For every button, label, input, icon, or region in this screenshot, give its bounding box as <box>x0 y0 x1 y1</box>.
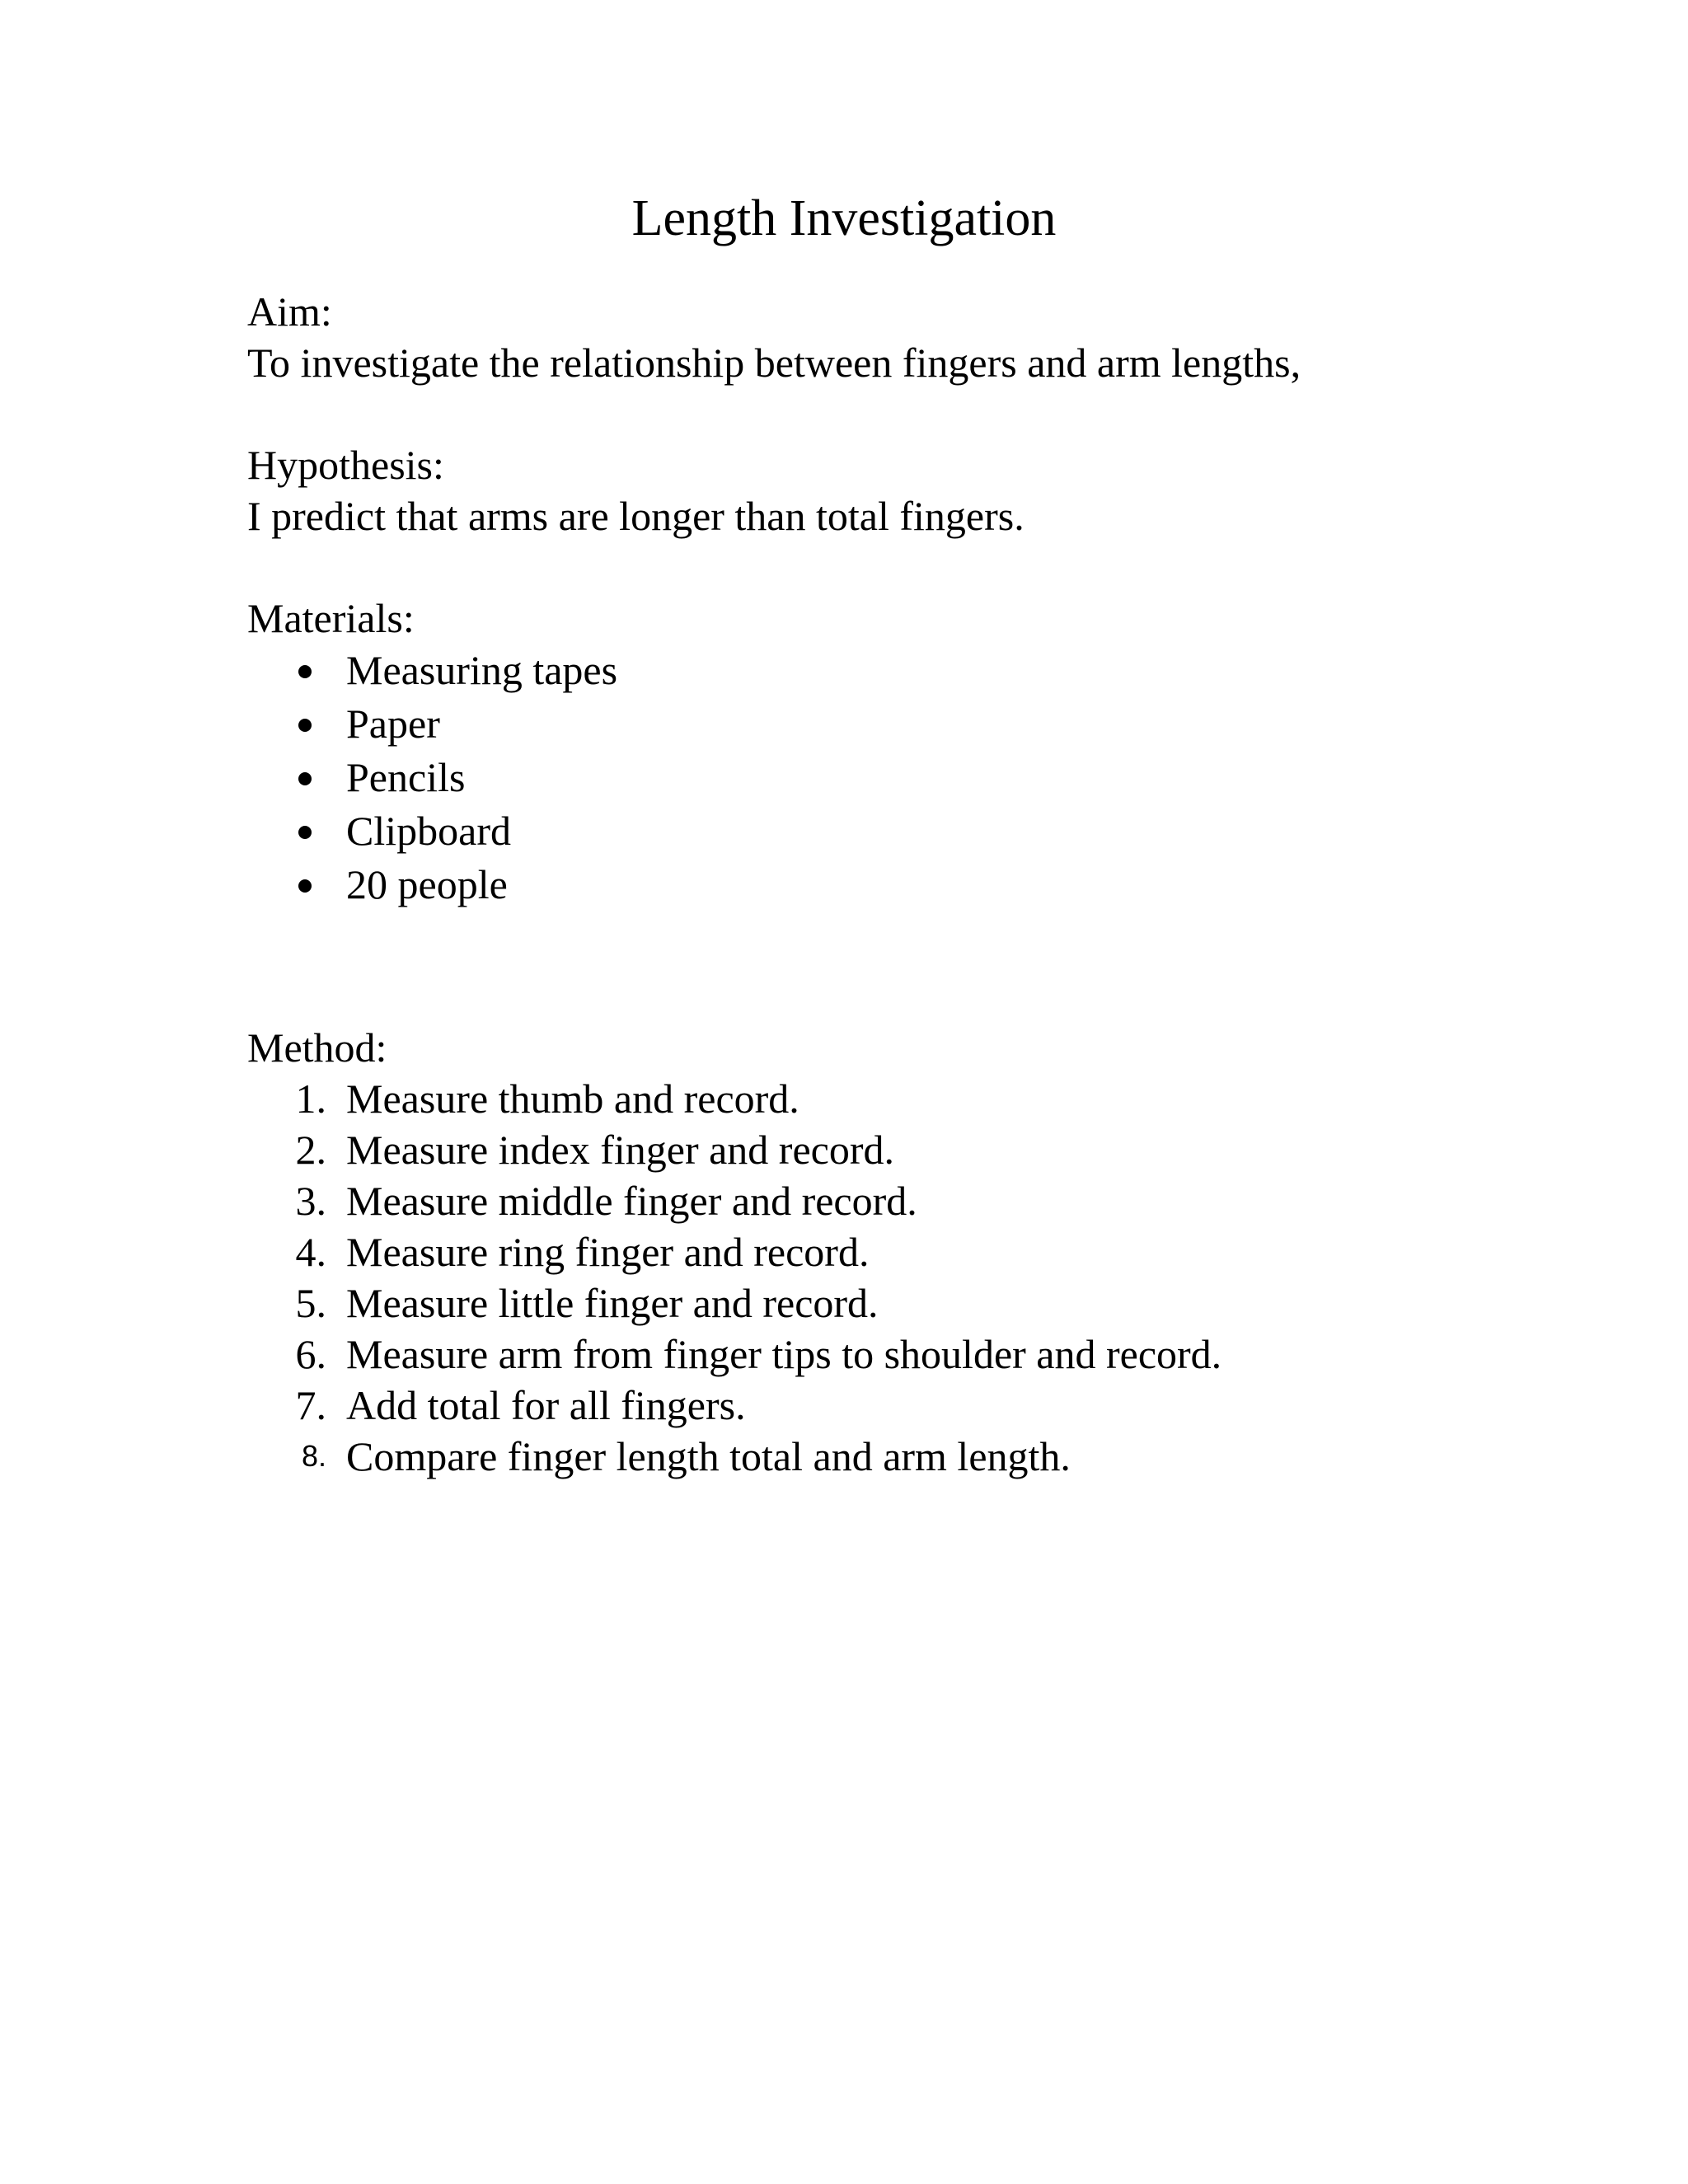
aim-text: To investigate the relationship between fingers and arm lengths, <box>247 340 1301 386</box>
step-number: 8. <box>301 1439 326 1473</box>
list-item <box>247 1175 1451 1226</box>
materials-heading: Materials: <box>247 595 415 641</box>
step-number: 1. <box>295 1076 326 1122</box>
list-item <box>247 1124 1451 1175</box>
bullet-icon <box>298 719 312 732</box>
materials-section <box>247 593 1451 912</box>
document-body <box>247 286 1451 1482</box>
list-item <box>247 1329 1451 1380</box>
step-number: 5. <box>295 1280 326 1326</box>
method-heading: Method: <box>247 1024 387 1071</box>
material-label: Paper <box>346 701 440 747</box>
step-number: 2. <box>295 1127 326 1173</box>
material-label: Measuring tapes <box>346 647 618 693</box>
step-number: 4. <box>295 1229 326 1275</box>
method-steps <box>247 1073 1451 1482</box>
list-item <box>247 697 1451 751</box>
hypothesis-section <box>247 439 1451 541</box>
bullet-icon <box>298 879 312 893</box>
bullet-icon <box>298 772 312 785</box>
step-text: Measure index finger and record. <box>346 1127 894 1173</box>
step-number: 7. <box>295 1382 326 1428</box>
step-text: Compare finger length total and arm length. <box>346 1433 1071 1479</box>
list-item <box>247 1277 1451 1329</box>
material-label: 20 people <box>346 861 508 907</box>
bullet-icon <box>298 826 312 839</box>
page-title: Length Investigation <box>631 190 1057 246</box>
list-item <box>247 1380 1451 1431</box>
list-item <box>247 1226 1451 1277</box>
aim-section <box>247 286 1451 388</box>
list-item <box>247 751 1451 804</box>
step-text: Measure little finger and record. <box>346 1280 879 1326</box>
hypothesis-heading: Hypothesis: <box>247 442 444 488</box>
step-text: Measure arm from finger tips to shoulder and record. <box>346 1331 1222 1377</box>
list-item <box>247 1431 1451 1482</box>
step-text: Measure middle finger and record. <box>346 1178 917 1224</box>
method-section <box>247 1022 1451 1482</box>
material-label: Pencils <box>346 754 466 800</box>
hypothesis-text: I predict that arms are longer than total fingers. <box>247 493 1025 539</box>
aim-heading: Aim: <box>247 288 332 335</box>
bullet-icon <box>298 665 312 678</box>
step-text: Add total for all fingers. <box>346 1382 746 1428</box>
list-item <box>247 1073 1451 1124</box>
list-item <box>247 804 1451 858</box>
step-number: 6. <box>295 1331 326 1377</box>
list-item <box>247 644 1451 697</box>
materials-list <box>247 644 1451 912</box>
step-text: Measure ring finger and record. <box>346 1229 870 1275</box>
material-label: Clipboard <box>346 808 511 854</box>
step-number: 3. <box>295 1178 326 1224</box>
list-item <box>247 858 1451 912</box>
step-text: Measure thumb and record. <box>346 1076 799 1122</box>
